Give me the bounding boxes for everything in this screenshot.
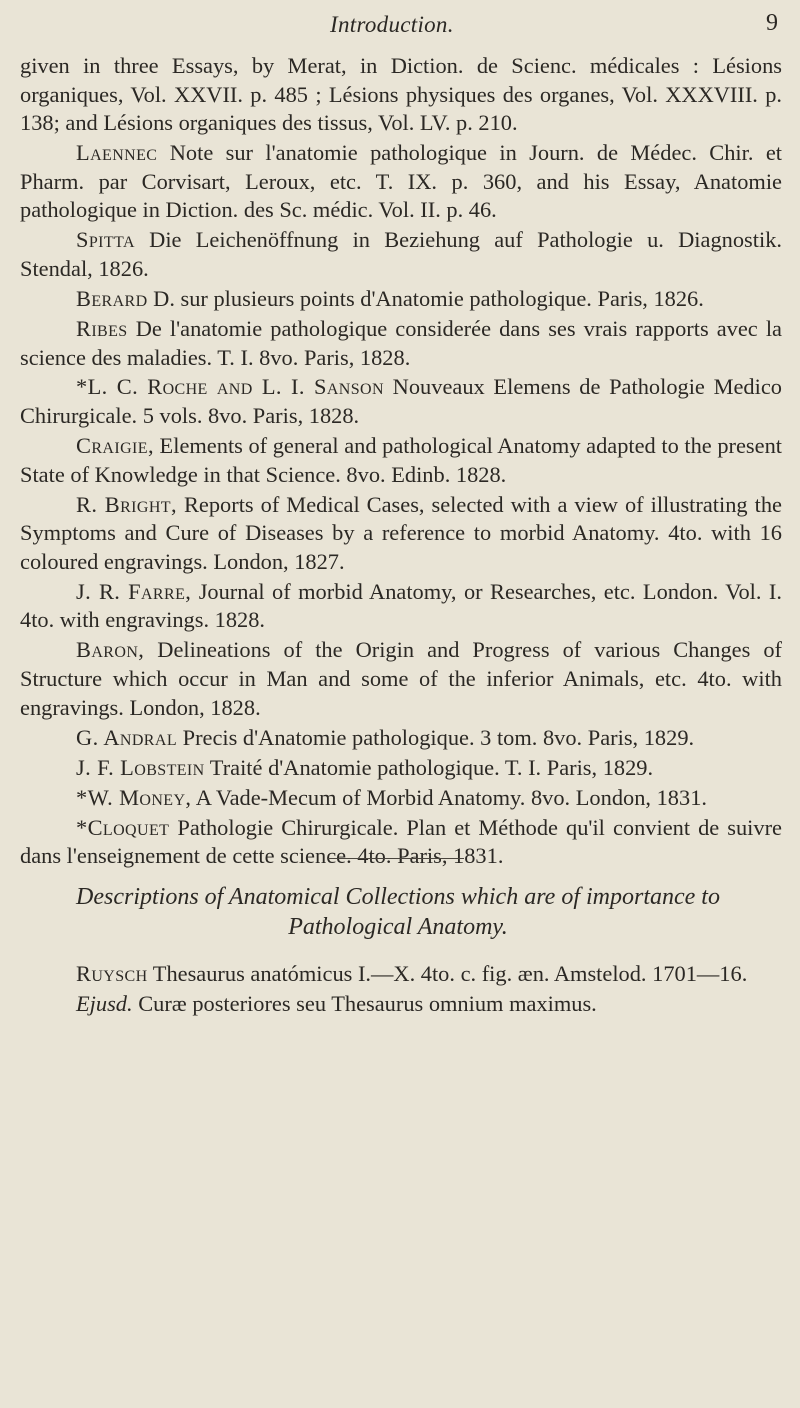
entry-text: Delineations of the Origin and Progress of various Changes of Structure which occur in Man and some of the inferior Animals, etc. 4to. with engravings. London, 1828. <box>20 637 782 720</box>
bibliography-entry <box>20 226 782 283</box>
bibliography-entry <box>20 52 782 138</box>
entry-text: Reports of Medical Cases, selected with a view of illustrating the Symptoms and Cure of Diseases by a reference to morbid Anatomy. 4to. with 16 coloured engravings. London, 1827. <box>20 491 782 574</box>
entry-author: R. Bright, <box>76 491 177 517</box>
entry-text: Precis d'Anatomie pathologique. 3 tom. 8vo. Paris, 1829. <box>177 724 695 750</box>
entry-text: Traité d'Anatomie pathologique. T. I. Paris, 1829. <box>204 754 654 780</box>
bibliography-entry <box>20 285 782 314</box>
entry-text: Pathologie Chirurgicale. Plan et Méthode qu'il convient de suivre dans l'enseignement de cette science. 4to. Paris, 1831. <box>20 814 782 869</box>
entry-author: *Cloquet <box>76 814 170 840</box>
collections-list <box>20 960 782 1020</box>
entry-text: Note sur l'anatomie pathologique in Journ. de Médec. Chir. et Pharm. par Corvisart, Leroux, etc. T. IX. p. 360, and his Essay, Anatomie pathologique in Diction. des Sc. médic. Vol. II. p. 46. <box>20 140 782 223</box>
bibliography-entry <box>20 724 782 753</box>
bibliography-entry <box>20 754 782 783</box>
section-heading: Descriptions of Anatomical Collections which are of importance to Pathological Anatomy. <box>76 884 720 940</box>
entry-text: A Vade-Mecum of Morbid Anatomy. 8vo. London, 1831. <box>191 784 707 810</box>
bibliography-entry <box>20 636 782 722</box>
entry-text: Nouveaux Elemens de Pathologie Medico Chirurgicale. 5 vols. 8vo. Paris, 1828. <box>20 374 782 429</box>
entry-text: De l'anatomie pathologique considerée dans ses vrais rapports avec la science des maladies. T. I. 8vo. Paris, 1828. <box>20 315 782 370</box>
entry-author: Ribes <box>76 315 128 341</box>
entry-text: D. sur plusieurs points d'Anatomie pathologique. Paris, 1826. <box>147 285 704 311</box>
bibliography-entry <box>20 373 782 430</box>
entry-author: *L. C. Roche and L. I. Sanson <box>76 374 384 400</box>
bibliography-entry <box>20 315 782 372</box>
entry-author: Baron, <box>76 637 145 663</box>
running-head: Introduction. <box>330 12 454 37</box>
entry-text: Journal of morbid Anatomy, or Researches, etc. London. Vol. I. 4to. with engravings. 1828. <box>20 578 782 633</box>
entry-author: J. R. Farre, <box>76 578 192 604</box>
entry-text: Elements of general and pathological Anatomy adapted to the present State of Knowledge in that Science. 8vo. Edinb. 1828. <box>20 433 782 487</box>
entry-author: Berard <box>76 285 148 311</box>
bibliography-entry <box>20 960 782 989</box>
bibliography-entry <box>20 432 782 489</box>
entry-author: G. Andral <box>76 724 178 750</box>
entry-author: Spitta <box>76 227 135 253</box>
bibliography-entry <box>20 814 782 871</box>
bibliography-entry <box>20 578 782 635</box>
entry-text: Curæ posteriores seu Thesaurus omnium maximus. <box>132 990 597 1016</box>
entry-author: *W. Money, <box>76 784 192 810</box>
bibliography-entry <box>20 139 782 225</box>
bibliography-entry <box>20 491 782 577</box>
entry-author: Craigie, <box>76 433 154 459</box>
entry-text: Thesaurus anatómicus I.—X. 4to. c. fig. æn. Amstelod. 1701—16. <box>147 961 748 986</box>
bibliography-entry <box>20 990 782 1019</box>
entry-author: J. F. Lobstein <box>76 754 205 780</box>
bibliography-list <box>20 52 782 872</box>
entry-author: Laennec <box>76 140 158 166</box>
entry-author: Ruysch <box>76 961 148 986</box>
section-divider <box>328 858 464 859</box>
entry-text: given in three Essays, by Merat, in Diction. de Scienc. médicales : Lésions organiques, Vol. XXVII. p. 485 ; Lésions physiques des organes, Vol. XXXVIII. p. 138; and Lésions organiques des tissus, Vol. LV. p. 210. <box>20 53 782 136</box>
page-number: 9 <box>766 10 778 36</box>
entry-lead: Ejusd. <box>76 990 133 1016</box>
entry-text: Die Leichenöffnung in Beziehung auf Pathologie u. Diagnostik. Stendal, 1826. <box>20 227 782 281</box>
bibliography-entry <box>20 784 782 813</box>
